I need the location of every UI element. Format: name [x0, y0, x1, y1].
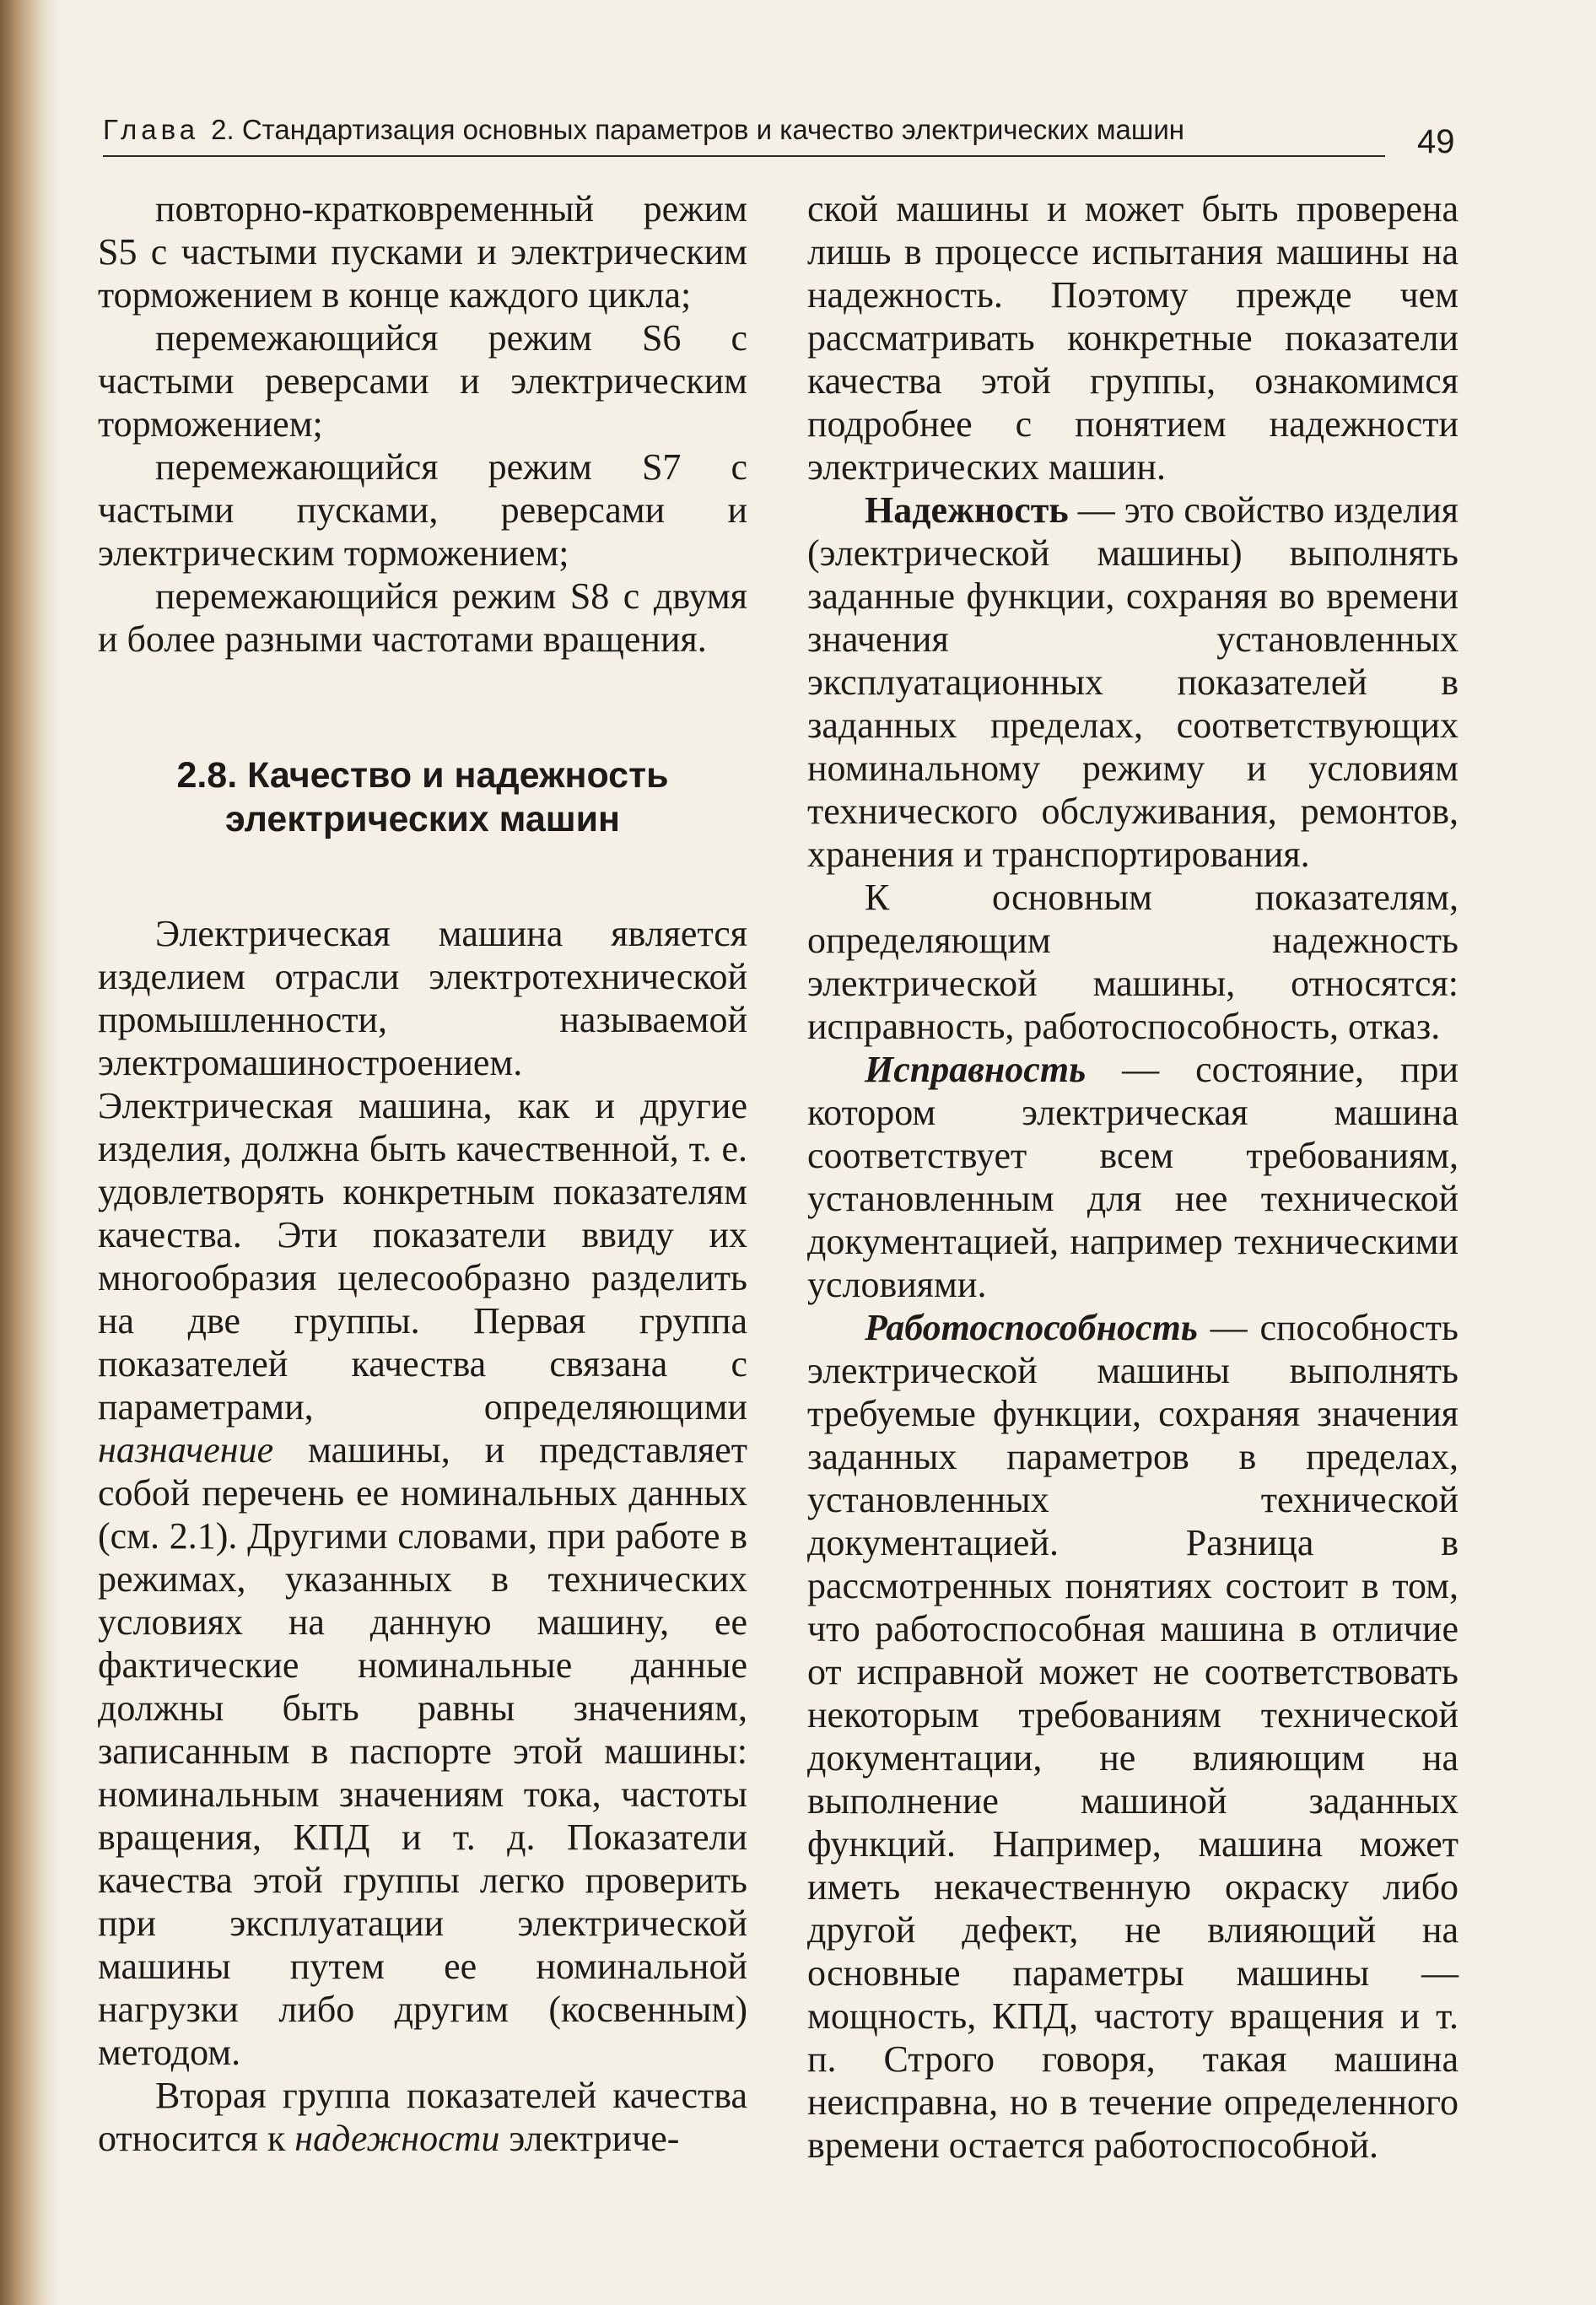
emphasis-text: назначение — [98, 1429, 274, 1471]
definition-text: — это свойство изделия (электрической машины) выполнять заданные функции, сохраняя во времени значения установленных эксплуатационных показателей в заданных пределах, соответствующих номинальному режиму и условиям технического обслуживания, ремонтов, хранения и транспортирования. — [807, 489, 1459, 875]
paragraph-second-group — [98, 2074, 747, 2160]
definition-reliability — [807, 489, 1459, 876]
definition-text: — способность электрической машины выполнять требуемые функции, сохраняя значения заданных параметров в пределах, установленных технической документацией. Разница в рассмотренных понятиях состоит в том, что работоспособная машина в отличие от исправной может не соответствовать некоторым требованиям технической документации, не влияющим на выполнение машиной заданных функций. Например, машина может иметь некачественную окраску либо другой дефект, не влияющий на основные параметры машины — мощность, КПД, частоту вращения и т. п. Строго говоря, такая машина неисправна, но в течение определенного времени остается работоспособной. — [807, 1307, 1459, 2166]
paragraph-quality-intro — [98, 912, 747, 2074]
definition-serviceability — [807, 1048, 1459, 1306]
left-column — [98, 187, 747, 2160]
running-head — [103, 113, 1385, 157]
emphasis-text: надежности — [294, 2118, 500, 2159]
term-operability: Работоспособность — [865, 1307, 1198, 1348]
list-item: перемежающийся режим S8 с двумя и более разными частотами вращения. — [98, 575, 747, 660]
chapter-label: Глава — [103, 114, 200, 145]
list-item: перемежающийся режим S7 с частыми пусками, реверсами и электрическим торможением; — [98, 446, 747, 574]
paragraph-text: Вторая группа показателей качества относится к — [98, 2075, 747, 2159]
definition-text: — состояние, при котором электрическая машина соответствует всем требованиям, установленным для нее технической документацией, например техническими условиями. — [807, 1049, 1459, 1305]
paragraph-indicators: К основным показателям, определяющим надежность электрической машины, относятся: исправность, работоспособность, отказ. — [807, 877, 1459, 1047]
list-item: перемежающийся режим S6 с частыми реверсами и электрическим торможением; — [98, 317, 747, 445]
paragraph-text: Электрическая машина является изделием отрасли электротехнической промышленности, называемой электромашиностроением. Электрическая машина, как и другие изделия, должна быть качественной, т. е. удовлетворять конкретным показателям качества. Эти показатели ввиду их многообразия целесообразно разделить на две группы. Первая группа показателей качества связана с параметрами, определяющими — [98, 913, 747, 1428]
paragraph-text: электриче- — [509, 2118, 680, 2159]
chapter-title: 2. Стандартизация основных параметров и качество электрических машин — [211, 114, 1185, 145]
definition-operability — [807, 1306, 1459, 2167]
book-spine-shadow — [0, 0, 59, 2305]
section-heading: 2.8. Качество и надежность электрических машин — [176, 755, 669, 839]
right-column — [807, 187, 1459, 2167]
paragraph-text: машины, и представляет собой перечень ее номинальных данных (см. 2.1). Другими словами, при работе в режимах, указанных в технических условиях на данную машину, ее фактические номинальные данные должны быть равны значениям, записанным в паспорте этой машины: номинальным значениям тока, частоты вращения, КПД и т. д. Показатели качества этой группы легко проверить при эксплуатации электрической машины путем ее номинальной нагрузки либо другим (косвенным) методом. — [98, 1429, 747, 2073]
term-serviceability: Исправность — [865, 1049, 1086, 1090]
list-item: повторно-кратковременный режим S5 с частыми пусками и электрическим торможением в конце каждого цикла; — [98, 188, 747, 316]
paragraph-continuation: ской машины и может быть проверена лишь в процессе испытания машины на надежность. Поэтому прежде чем рассматривать конкретные показатели качества этой группы, ознакомимся подробнее с понятием надежности электрических машин. — [807, 188, 1459, 488]
page-number: 49 — [1417, 123, 1455, 160]
term-reliability: Надежность — [865, 489, 1069, 531]
